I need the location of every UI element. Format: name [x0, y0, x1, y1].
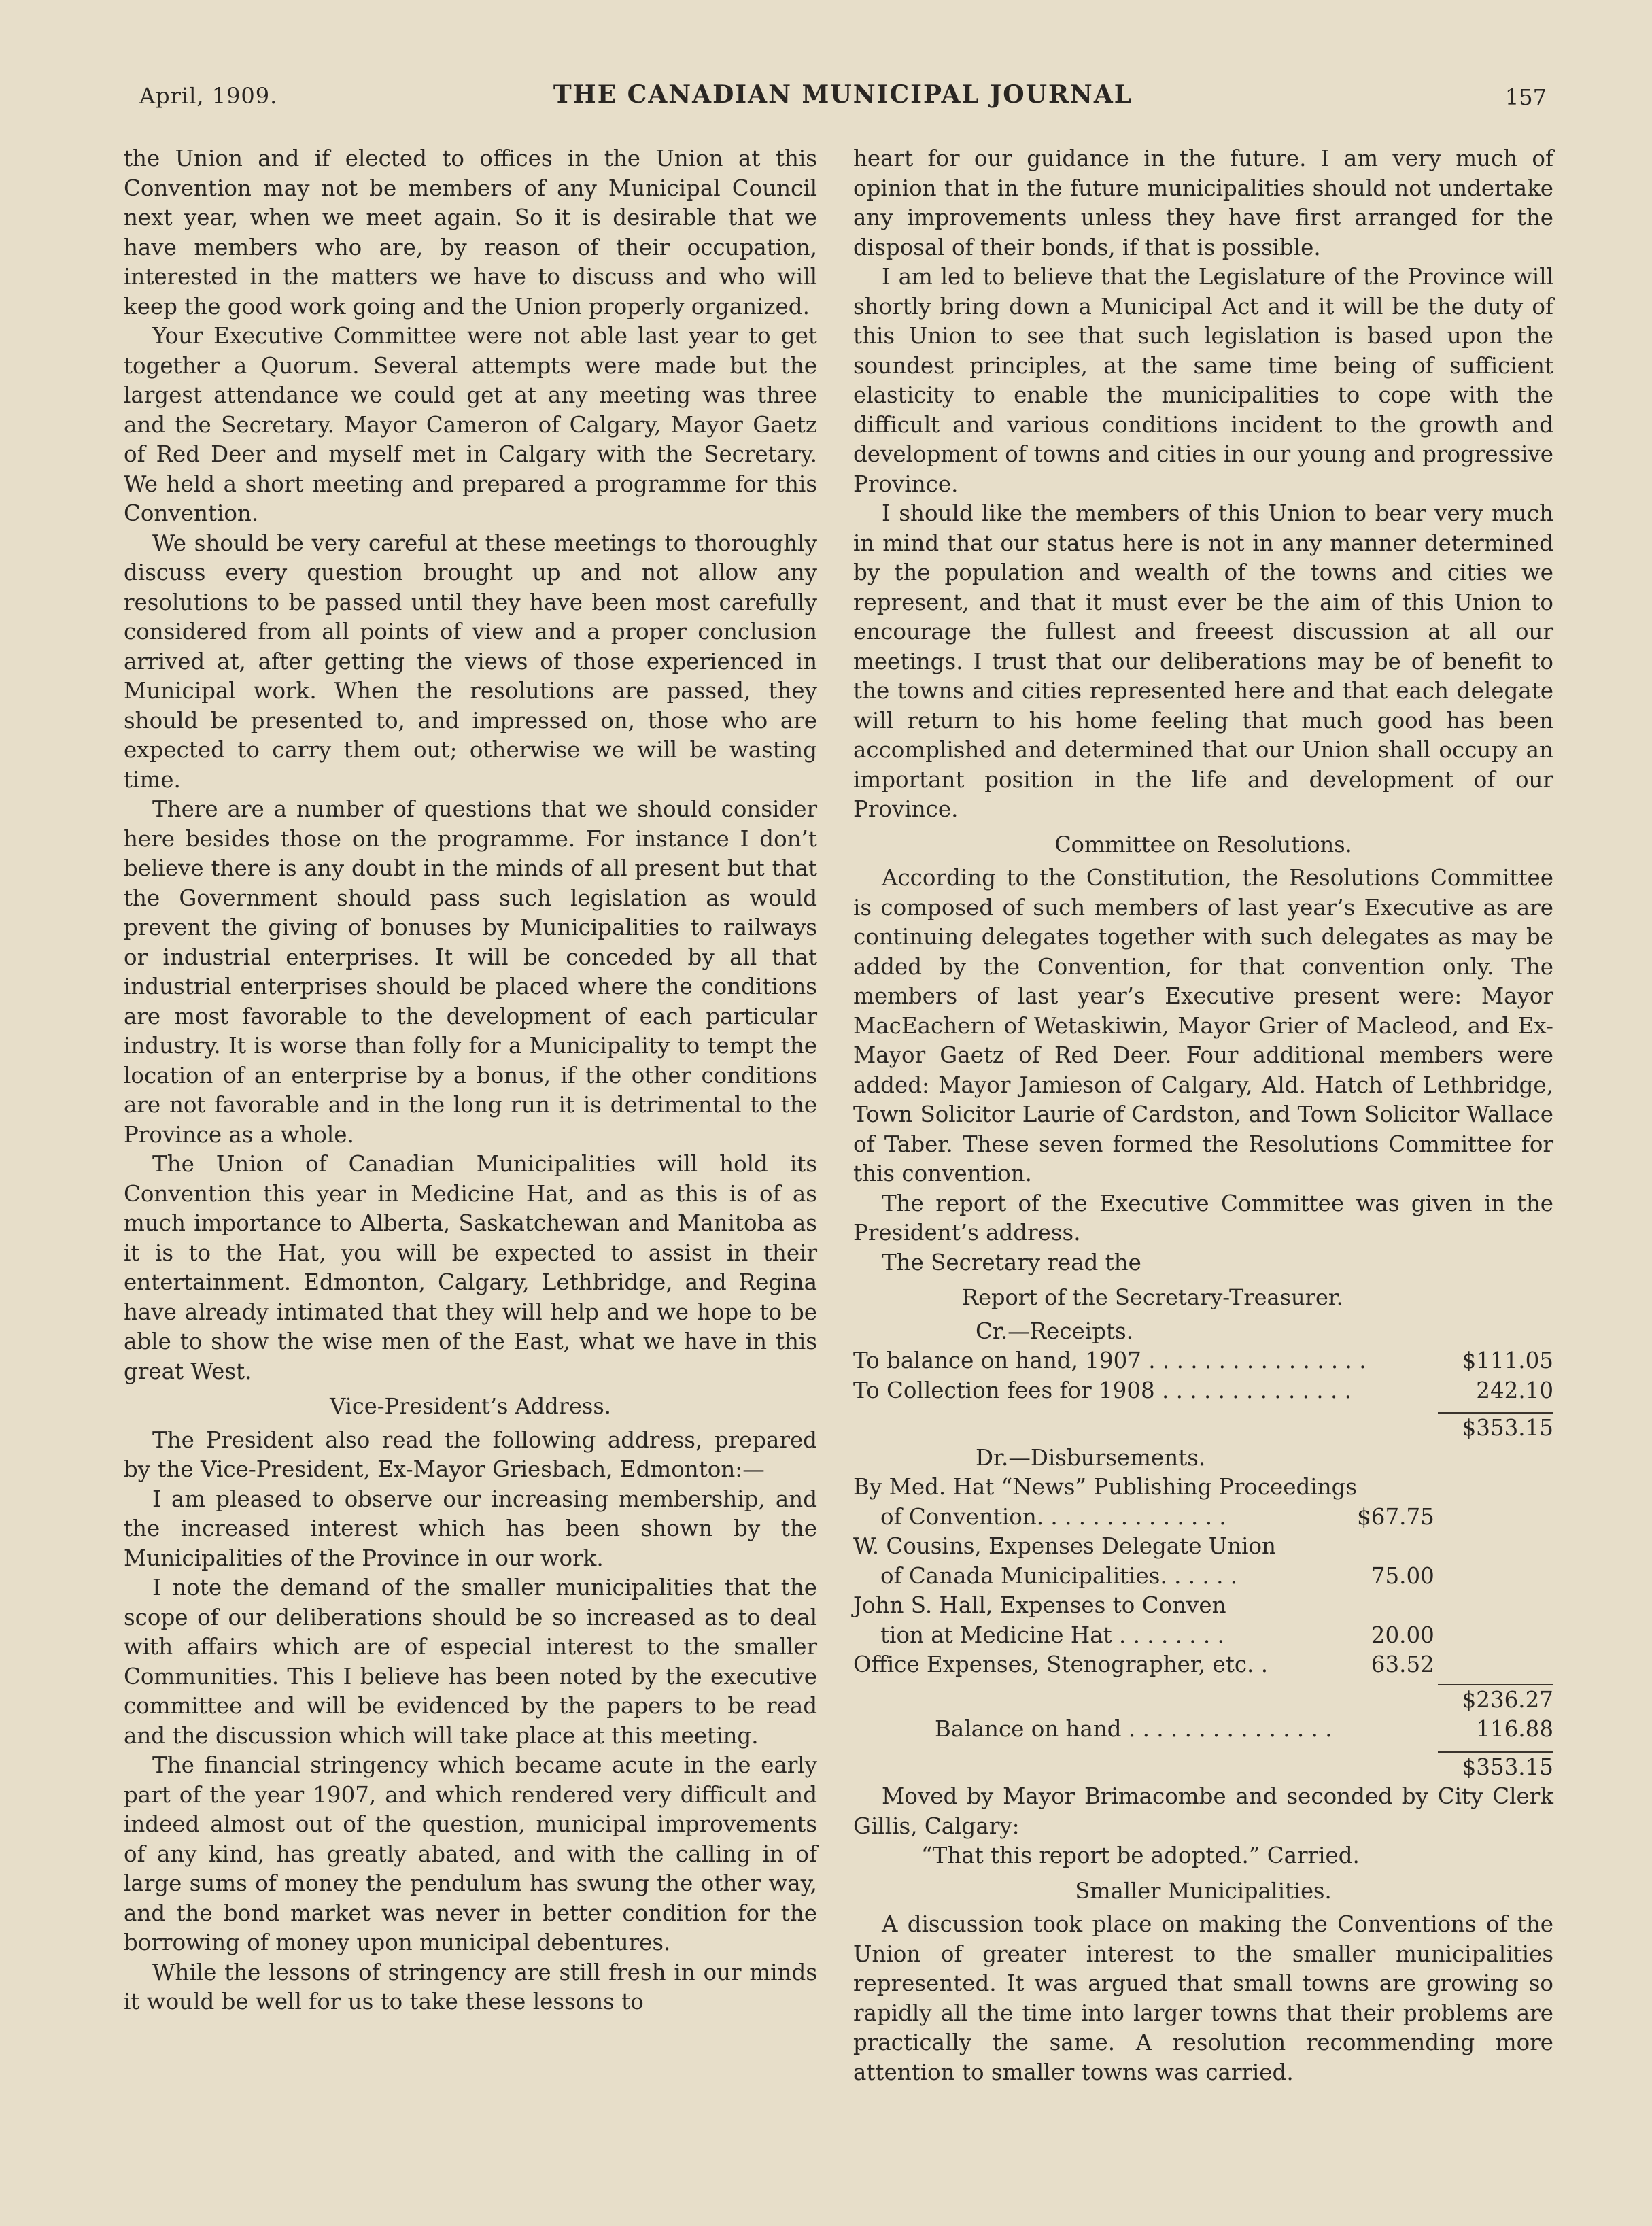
disbursement-amount: 20.00 — [1371, 1622, 1434, 1648]
disbursement-desc — [853, 1473, 1357, 1532]
disbursement-desc — [853, 1650, 1357, 1680]
paragraph: According to the Constitution, the Resolutions Committee is composed of such members of last year’s Executive as are continuing delegates together with such delegates as may be added by the Convention, for that convention only. The members of last year’s Executive present were: Mayor MacEachern of Wetaskiwin, Mayor Grier of Macleod, and Ex-Mayor Gaetz of Red Deer. Four additional members were added: Mayor Jamieson of Calgary, Ald. Hatch of Lethbridge, Town Solicitor Laurie of Cardston, and Town Solicitor Wallace of Taber. These seven formed the Resolutions Committee for this convention. — [853, 865, 1553, 1186]
page-number: 157 — [1504, 84, 1547, 110]
receipt-amount: 242.10 — [1476, 1377, 1553, 1403]
receipts-table — [853, 1346, 1553, 1443]
section-heading-smaller-municipalities: Smaller Municipalities. — [1075, 1877, 1332, 1904]
disbursement-amount: 75.00 — [1371, 1562, 1434, 1589]
disbursements-table — [853, 1473, 1434, 1680]
total-rule — [1438, 1412, 1553, 1414]
balance-value: 116.88 — [1476, 1716, 1553, 1742]
right-column — [853, 144, 1553, 2087]
paragraph: I should like the members of this Union to bear very much in mind that our status here is not in any manner determined by the population and wealth of the towns and cities we represent, and that it must ever be the aim of this Union to encourage the fullest and freeest discussion at all our meetings. I trust that our deliberations may be of benefit to the towns and cities represented here and that each delegate will return to his home feeling that much good has been accomplished and determined that our Union shall occupy an important position in the life and development of our Province. — [853, 500, 1553, 822]
paragraph: Your Executive Committee were not able last year to get together a Quorum. Several attempts were made but the largest attendance we could get at any meeting was three and the Secretary. Mayor Cameron of Calgary, Mayor Gaetz of Red Deer and myself met in Calgary with the Secretary. We held a short meeting and prepared a programme for this Convention. — [124, 323, 817, 526]
paragraph: While the lessons of stringency are still fresh in our minds it would be well for us to take these lessons to — [124, 1959, 817, 2015]
table-row — [853, 1473, 1434, 1532]
total-rule — [1438, 1751, 1553, 1753]
paragraph: We should be very careful at these meetings to thoroughly discuss every question brought up and not allow any resolutions to be passed until they have been most carefully considered from all points of view and a proper conclusion arrived at, after getting the views of those experienced in Municipal work. When the resolutions are passed, they should be presented to, and impressed on, those who are expected to carry them out; otherwise we will be wasting time. — [124, 530, 817, 793]
paragraph: There are a number of questions that we should consider here besides those on the programme. For instance I don’t believe there is any doubt in the minds of all present but that the Government should pass such legislation as would prevent the giving of bonuses by Municipalities to railways or industrial enterprises. It will be conceded by all that industrial enterprises should be placed where the conditions are most favorable to the development of each particular industry. It is worse than folly for a Municipality to tempt the location of an enterprise by a bonus, if the other conditions are not favorable and in the long run it is detrimental to the Province as a whole. — [124, 796, 817, 1148]
paragraph: I note the demand of the smaller municipalities that the scope of our deliberations should be so increased as to deal with affairs which are of especial interest to the smaller Communities. This I believe has been noted by the executive committee and will be evidenced by the papers to be read and the discussion which will take place at this meeting. — [124, 1575, 817, 1749]
paragraph: The Secretary read the — [882, 1249, 1141, 1275]
receipts-heading: Cr.—Receipts. — [976, 1318, 1134, 1344]
table-row — [853, 1715, 1553, 1745]
balance-label: Balance on hand . . . . . . . . . . . . . . . — [935, 1716, 1332, 1742]
disbursement-line: Office Expenses, Stenographer, etc. . — [853, 1651, 1269, 1677]
disbursements-summary — [853, 1680, 1553, 1783]
disbursement-line: W. Cousins, Expenses Delegate Union — [853, 1533, 1276, 1559]
paragraph: heart for our guidance in the future. I am very much of opinion that in the future municipalities should not undertake any improvements unless they have first arranged for the disposal of their bonds, if that is possible. — [853, 145, 1553, 260]
receipt-desc: To Collection fees for 1908 . . . . . . . . . . . . . . — [853, 1377, 1352, 1403]
table-row — [853, 1532, 1434, 1591]
paragraph: the Union and if elected to offices in the Union at this Convention may not be members of any Municipal Council next year, when we meet again. So it is desirable that we have members who are, by reason of their occupation, interested in the matters we have to discuss and who will keep the good work going and the Union properly organized. — [124, 145, 817, 320]
table-row — [853, 1745, 1553, 1783]
disbursement-desc — [853, 1591, 1357, 1650]
section-heading-resolutions: Committee on Resolutions. — [1054, 831, 1352, 857]
disbursements-total — [1417, 1745, 1553, 1783]
disbursement-line: John S. Hall, Expenses to Conven — [853, 1592, 1226, 1618]
disbursements-heading: Dr.—Disbursements. — [976, 1444, 1206, 1471]
receipts-total-value: $353.15 — [1462, 1415, 1553, 1441]
subtotal-value: $236.27 — [1462, 1686, 1553, 1713]
table-row — [853, 1680, 1553, 1715]
paragraph: I am pleased to observe our increasing membership, and the increased interest which has been shown by the Municipalities of the Province in our work. — [124, 1486, 817, 1571]
disbursement-line: of Convention. . . . . . . . . . . . . . — [880, 1503, 1226, 1530]
paragraph: Moved by Mayor Brimacombe and seconded by City Clerk Gillis, Calgary: — [853, 1783, 1553, 1839]
motion-text: “That this report be adopted.” Carried. — [921, 1843, 1360, 1868]
paragraph: A discussion took place on making the Conventions of the Union of greater interest to the smaller municipalities represented. It was argued that small towns are growing so rapidly all the time into larger towns that their problems are practically the same. A resolution recommending more attention to smaller towns was carried. — [853, 1911, 1553, 2085]
disbursement-line: By Med. Hat “News” Publishing Proceedings — [853, 1474, 1358, 1500]
receipt-amount: $111.05 — [1462, 1348, 1553, 1373]
table-row — [853, 1650, 1434, 1680]
section-heading-vice-president: Vice-President’s Address. — [330, 1393, 611, 1419]
journal-title: THE CANADIAN MUNICIPAL JOURNAL — [553, 80, 1133, 109]
report-title: Report of the Secretary-Treasurer. — [962, 1284, 1343, 1310]
disbursement-line: of Canada Municipalities. . . . . . — [880, 1562, 1238, 1589]
paragraph: The President also read the following address, prepared by the Vice-President, Ex-Mayor Griesbach, Edmonton:— — [124, 1426, 817, 1482]
paragraph: I am led to believe that the Legislature of the Province will shortly bring down a Municipal Act and it will be the duty of this Union to see that such legislation is based upon the soundest principles, at the same time being of sufficient elasticity to enable the municipalities to cope with the difficult and various conditions incident to the growth and development of towns and cities in our young and progressive Province. — [853, 264, 1553, 497]
table-row — [853, 1405, 1553, 1443]
running-head — [139, 80, 1547, 121]
table-row — [853, 1376, 1553, 1406]
table-row — [853, 1346, 1553, 1376]
disbursement-amount: $67.75 — [1357, 1503, 1434, 1530]
issue-date: April, 1909. — [139, 83, 278, 109]
disbursements-total-value: $353.15 — [1462, 1753, 1553, 1780]
disbursement-desc — [853, 1532, 1357, 1591]
paragraph: The Union of Canadian Municipalities will hold its Convention this year in Medicine Hat, and as this is of as much importance to Alberta, Saskatchewan and Manitoba as it is to the Hat, you will be expected to assist in their entertainment. Edmonton, Calgary, Lethbridge, and Regina have already intimated that they will help and we hope to be able to show the wise men of the East, what we have in this great West. — [124, 1151, 817, 1384]
paragraph: The financial stringency which became acute in the early part of the year 1907, and which rendered very difficult and indeed almost out of the question, municipal improvements of any kind, has greatly abated, and with the calling in of large sums of money the pendulum has swung the other way, and the bond market was never in better condition for the borrowing of money upon municipal debentures. — [124, 1752, 817, 1955]
disbursement-amount: 63.52 — [1371, 1651, 1434, 1677]
paragraph: The report of the Executive Committee was given in the President’s address. — [853, 1190, 1553, 1246]
receipts-total — [1425, 1405, 1553, 1443]
subtotal-rule — [1438, 1684, 1553, 1685]
disbursements-subtotal — [1417, 1680, 1553, 1715]
receipt-desc: To balance on hand, 1907 . . . . . . . . . . . . . . . . — [853, 1348, 1366, 1373]
table-row — [853, 1591, 1434, 1650]
left-column — [124, 144, 817, 2017]
disbursement-line: tion at Medicine Hat . . . . . . . . — [880, 1622, 1224, 1648]
